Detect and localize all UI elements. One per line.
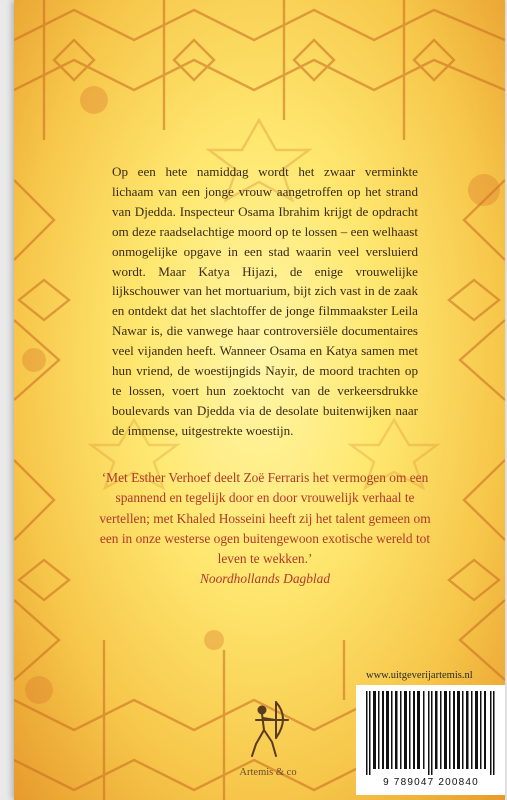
review-quote [98,468,432,590]
publisher-name: Artemis & co [239,767,297,778]
book-description: Op een hete namiddag wordt het zwaar verminkte lichaam van een jonge vrouw aangetroffen op het strand van Djedda. Inspecteur Osama Ibrahim krijgt de opdracht om deze raadselachtige moord op te lossen – een welhaast onmogelijke opgave in een stad waarin veel versluierd wordt. Maar Katya Hijazi, de enige vrouwelijke lijkschouwer van het mortuarium, bijt zich vast in de zaak en ontdekt dat het slachtoffer de jonge filmmaakster Leila Nawar is, die vanwege haar controversiële documentaires veel vijanden heeft. Wanneer Osama en Katya samen met hun vriend, de woestijngids Nayir, de moord trachten op te lossen, voert hun zoektocht van de verkeersdrukke boulevards van Djedda via de desolate buitenwijken naar de immense, uitgestrekte woestijn. [112,164,418,438]
barcode-bars [364,691,498,775]
review-source: Noordhollands Dagblad [199,571,331,587]
review-quote-text: ‘Met Esther Verhoef deelt Zoë Ferraris het vermogen om een spannend en tegelijk door en door vrouwelijk verhaal te vertellen; met Khaled Hosseini heeft zij het talent gemeen om een in onze westerse ogen buitengewoon exotische wereld tot leven te wekken.’ [99,470,431,567]
book-back-cover [14,0,505,800]
isbn-barcode [356,685,505,795]
isbn-number: 9 789047 200840 [383,777,479,788]
publisher-website: www.uitgeverijartemis.nl [366,670,473,681]
archer-icon [242,698,292,760]
